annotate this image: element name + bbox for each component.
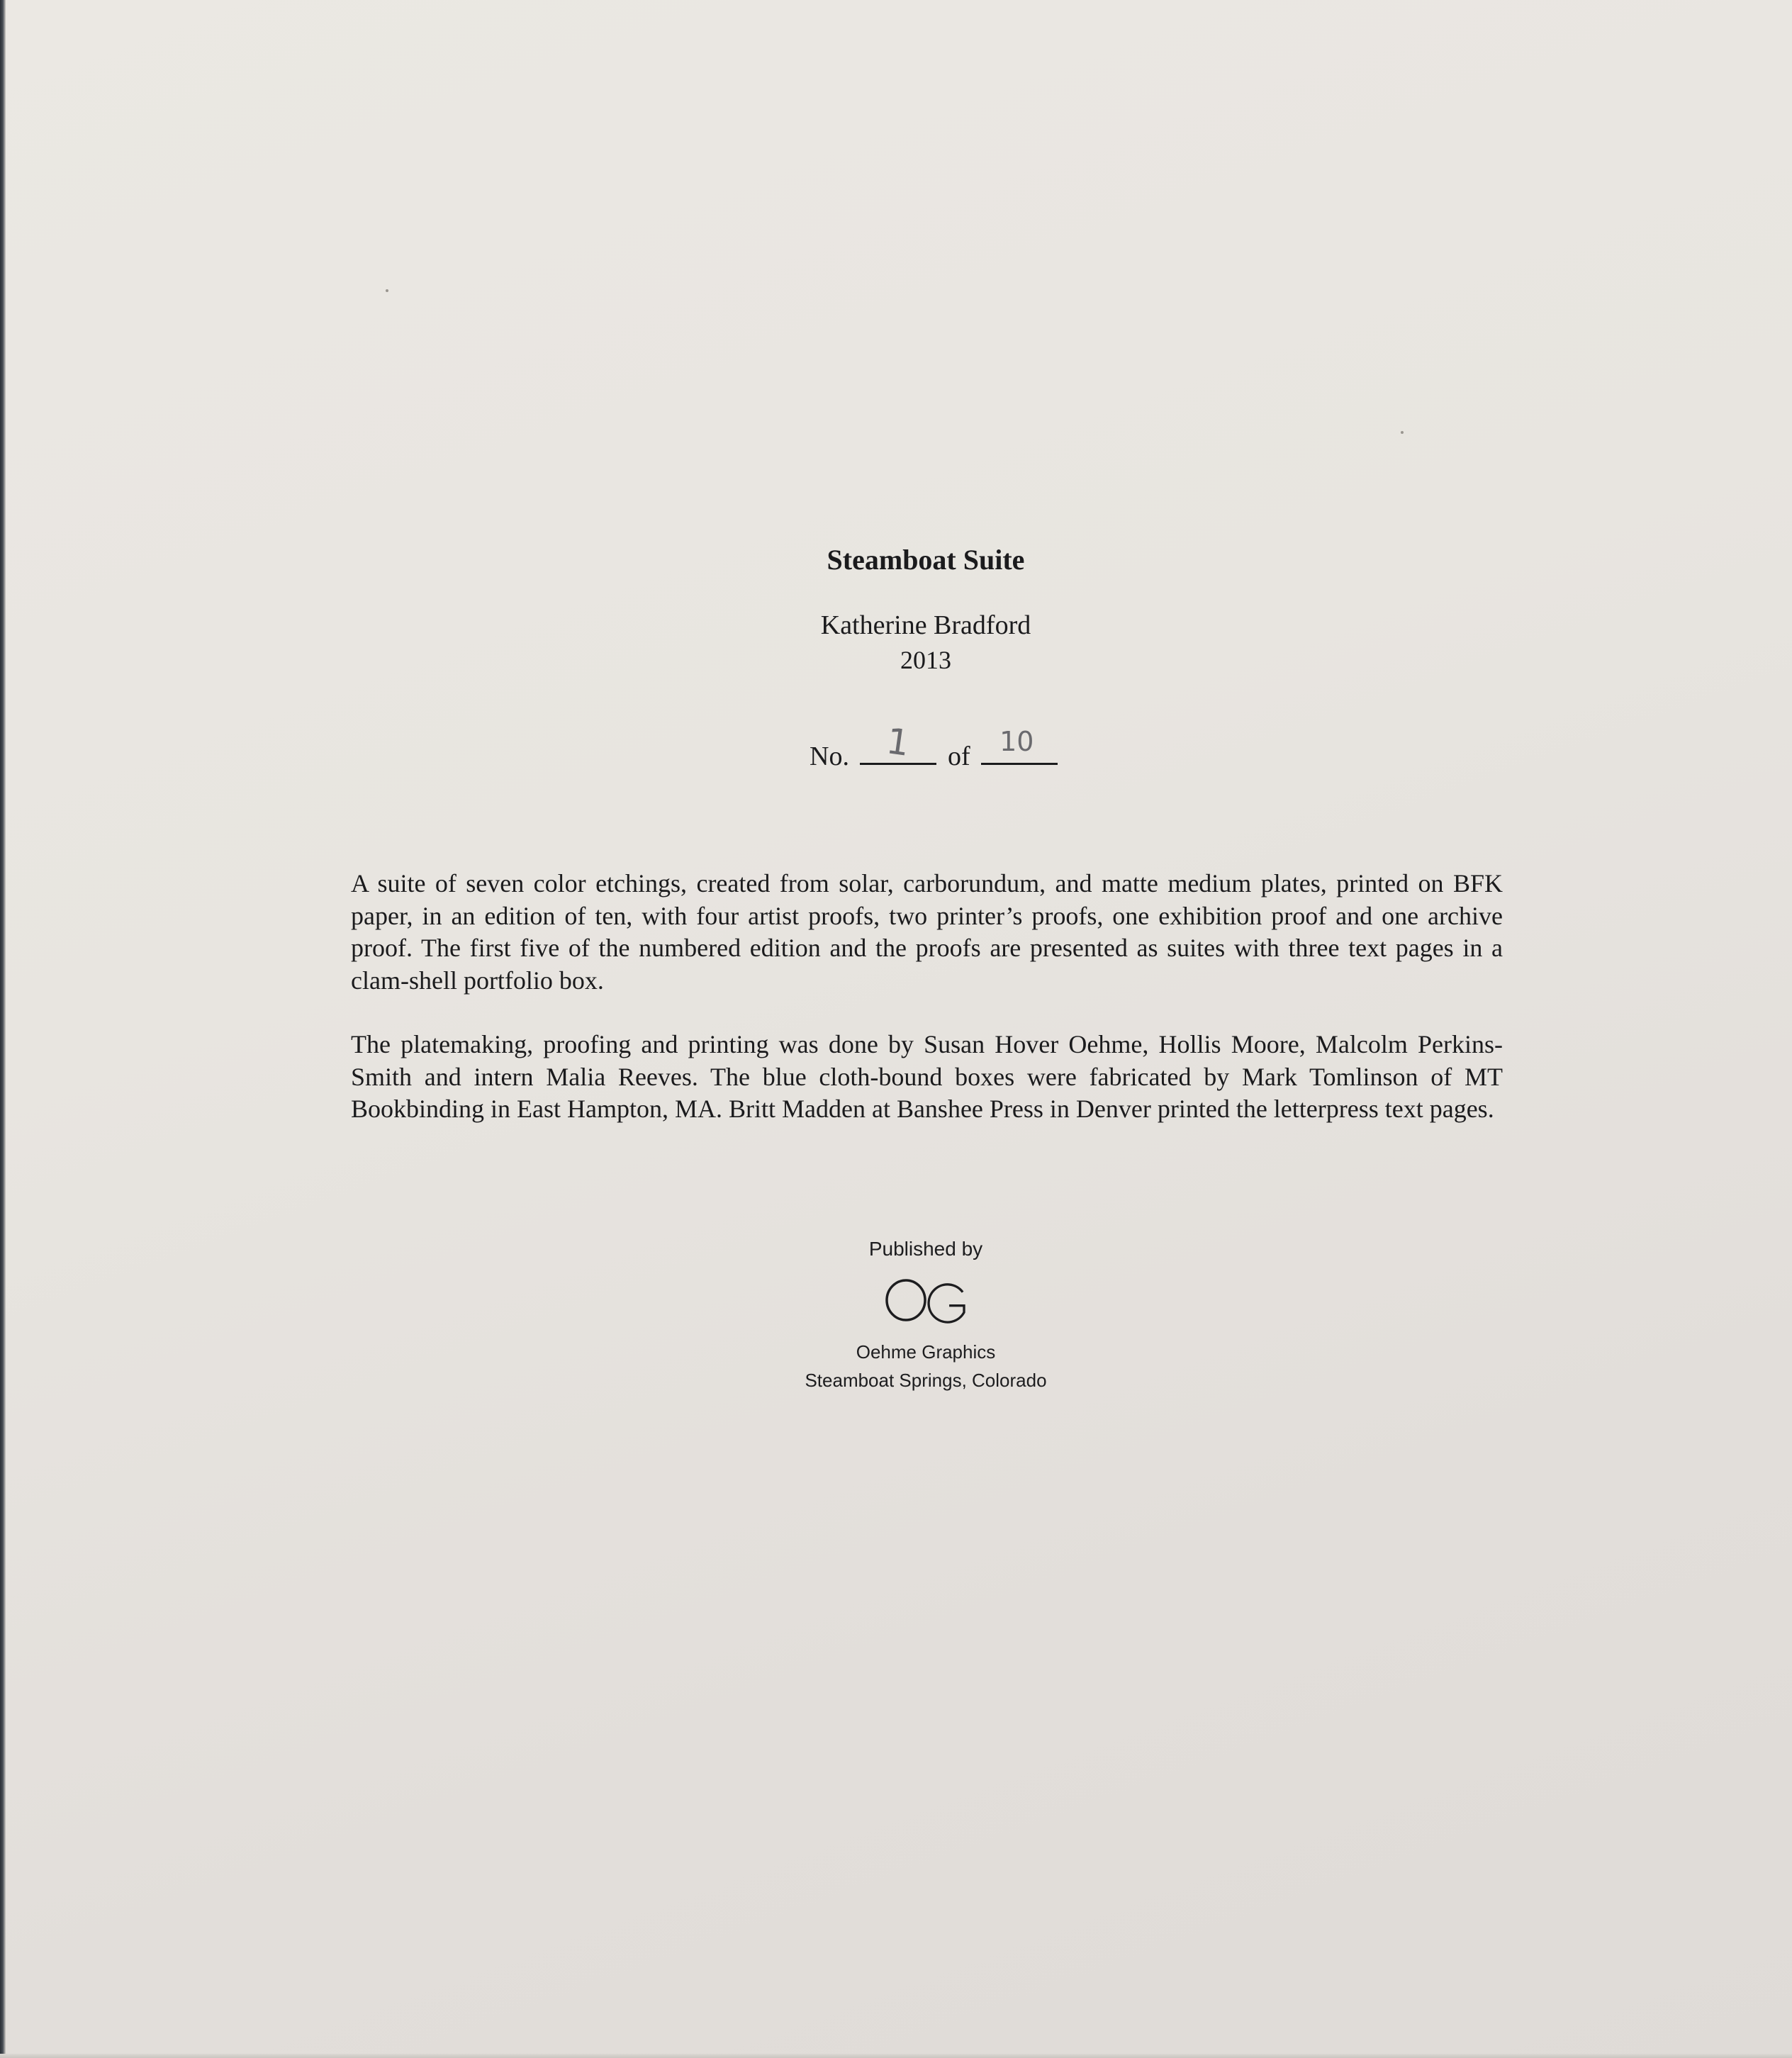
published-by-label: Published by xyxy=(868,1238,983,1260)
publisher-name: Oehme Graphics xyxy=(856,1341,996,1363)
year: 2013 xyxy=(900,646,951,674)
handwritten-edition-number: 1 xyxy=(884,720,913,764)
suite-title: Steamboat Suite xyxy=(827,544,1025,576)
paper-speck xyxy=(386,289,388,292)
credits-paragraph: The platemaking, proofing and printing was done by Susan Hover Oehme, Hollis Moore, Malcolm Perkins-Smith and intern Malia Reeves. The blue cloth-bound boxes were fabricated by Mark Tomlinson of MT Bookbinding in East Hampton, MA. Britt Madden at Banshee Press in Denver printed the letterpress text pages. xyxy=(351,1030,1503,1123)
edition-number-line xyxy=(810,720,1062,772)
description-paragraph: A suite of seven color etchings, created from solar, carborundum, and matte medium plates, printed on BFK paper, in an edition of ten, with four artist proofs, two printer’s proofs, one exhibition proof and one archive proof. The first five of the numbered edition and the proofs are presented as suites with three text pages in a clam-shell portfolio box. xyxy=(351,869,1503,995)
edition-of-label: of xyxy=(947,742,970,771)
page-bottom-edge xyxy=(0,2054,1792,2058)
page-left-edge xyxy=(0,0,6,2058)
paper-speck xyxy=(1401,431,1404,434)
edition-number-blank xyxy=(860,720,936,765)
handwritten-edition-total: 10 xyxy=(999,726,1034,757)
publisher-location: Steamboat Springs, Colorado xyxy=(805,1370,1047,1391)
edition-total-blank xyxy=(981,726,1058,765)
og-logo-icon xyxy=(883,1270,971,1330)
edition-prefix: No. xyxy=(810,742,849,771)
artist-name: Katherine Bradford xyxy=(820,610,1031,640)
